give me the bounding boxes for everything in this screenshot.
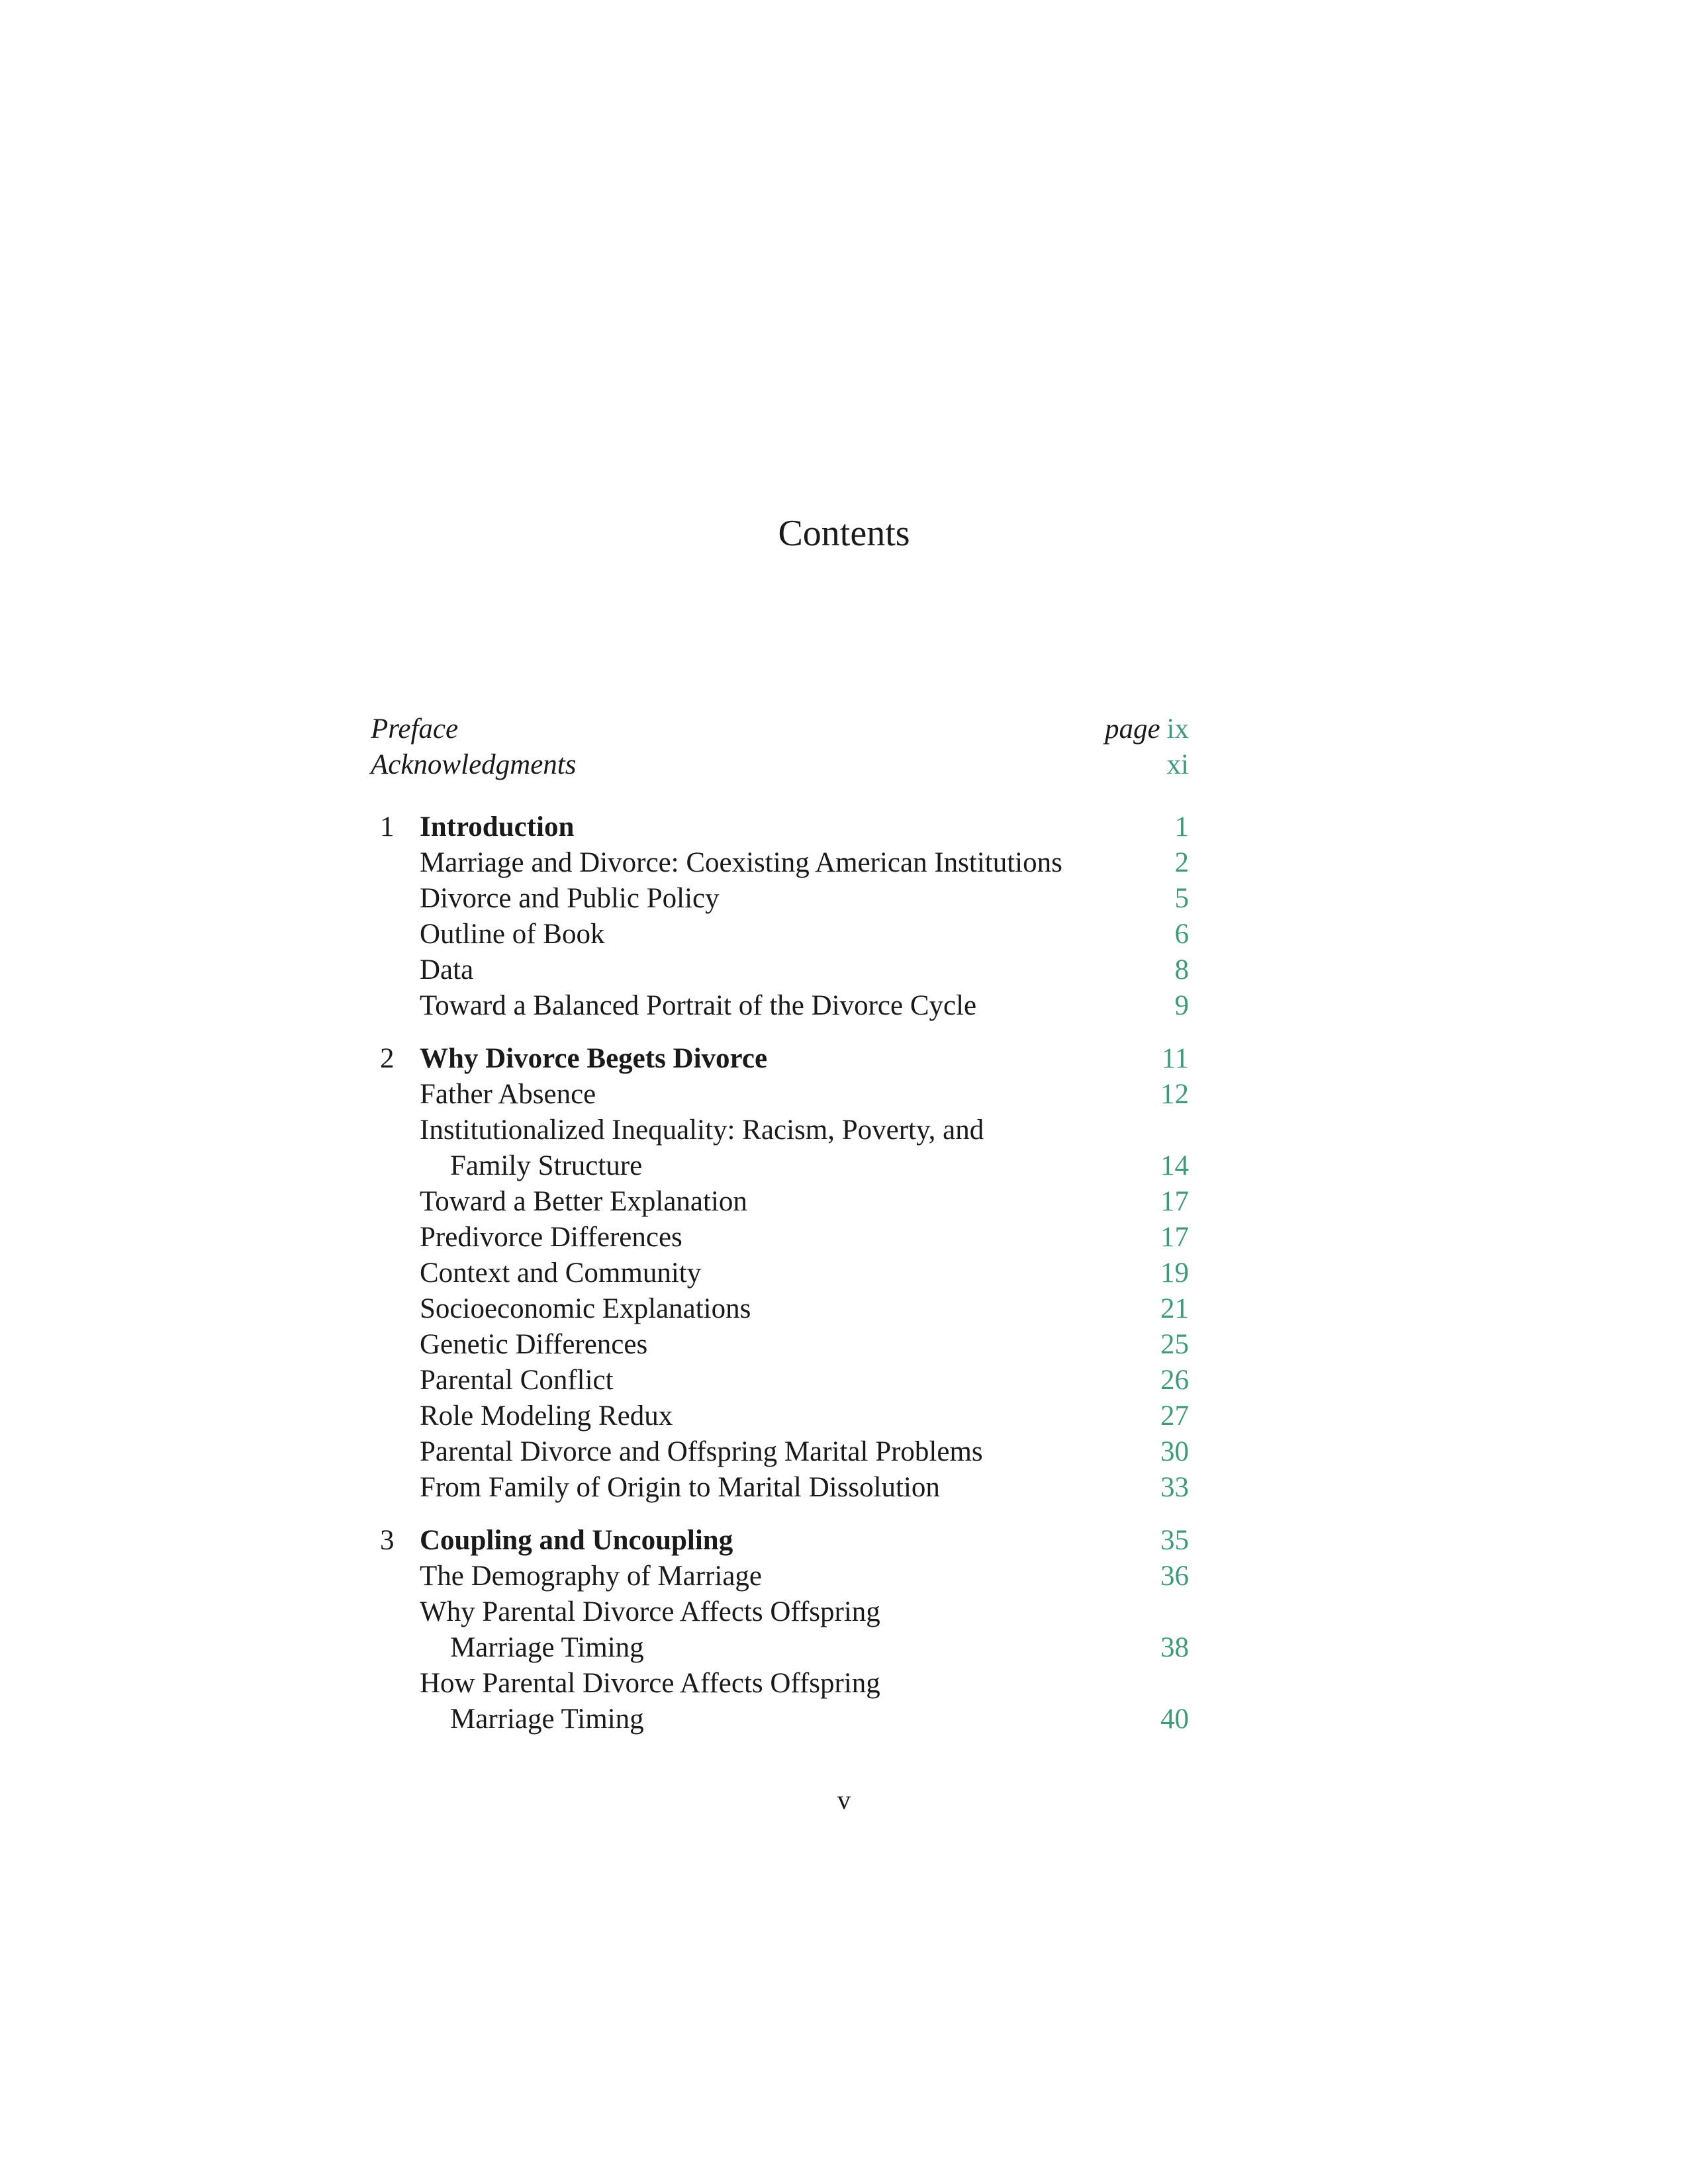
toc-section-label: Parental Divorce and Offspring Marital Problems [420,1436,983,1467]
toc-section[interactable] [368,1255,1189,1291]
toc-section[interactable] [368,1398,1189,1434]
toc-section-label: From Family of Origin to Marital Dissolution [420,1472,940,1503]
toc-page-number: 38 [1160,1632,1189,1663]
toc-section[interactable] [368,917,1189,952]
toc-page-number: 2 [1174,847,1189,878]
toc-page-number: 1 [1174,811,1189,842]
toc-section-label-continued: Marriage Timing [450,1632,644,1663]
chapter-gap [368,1506,1189,1523]
page-word: page [1104,713,1160,745]
toc-page-number: 17 [1160,1186,1189,1217]
toc-section-label: Toward a Balanced Portrait of the Divorce Cycle [420,990,977,1021]
toc-section[interactable] [368,1291,1189,1327]
toc-section-label: Why Parental Divorce Affects Offspring [420,1596,880,1627]
toc-entry-label: Preface [371,713,459,745]
toc-section[interactable] [368,1434,1189,1470]
toc-chapter-3[interactable] [368,1523,1189,1559]
toc-section[interactable] [368,1363,1189,1398]
toc-page-number: 19 [1160,1257,1189,1289]
toc-page-number: 33 [1160,1472,1189,1503]
toc-section[interactable] [368,1559,1189,1594]
toc-page-number: 11 [1161,1043,1189,1074]
toc-section-label-continued: Marriage Timing [450,1704,644,1735]
toc-section-label: Marriage and Divorce: Coexisting American Institutions [420,847,1062,878]
toc-section-label: Institutionalized Inequality: Racism, Poverty, and [420,1115,984,1146]
chapter-list [368,783,1189,1737]
toc-chapter-1[interactable] [368,809,1189,845]
toc-section-label: Toward a Better Explanation [420,1186,747,1217]
toc-section-continuation[interactable] [368,1702,1189,1737]
toc-section-label: Genetic Differences [420,1329,648,1360]
toc-section[interactable] [368,1327,1189,1363]
toc-section[interactable] [368,1666,1189,1702]
chapter-number: 3 [380,1525,395,1556]
toc-page-number: 14 [1160,1150,1189,1181]
chapter-number: 1 [380,811,395,842]
chapter-title: Why Divorce Begets Divorce [420,1043,768,1074]
toc-page-number: 27 [1160,1400,1189,1432]
toc-entry-preface[interactable] [368,711,1189,747]
toc-page-number: 36 [1160,1561,1189,1592]
toc-page-number: 8 [1174,954,1189,985]
toc-section-label: The Demography of Marriage [420,1561,762,1592]
toc-page-number: xi [1166,749,1189,780]
toc-page-number: 5 [1174,883,1189,914]
toc-section-label: Data [420,954,474,985]
toc-page-number: 6 [1174,919,1189,950]
page-title: Contents [778,513,910,554]
toc-page-number: 12 [1160,1079,1189,1110]
chapter-number: 2 [380,1043,395,1074]
toc-section-label: Parental Conflict [420,1365,614,1396]
toc-section[interactable] [368,988,1189,1024]
toc-entry-label: Acknowledgments [371,749,577,780]
toc-section[interactable] [368,881,1189,917]
table-of-contents [368,711,1189,1737]
toc-section-label: Context and Community [420,1257,702,1289]
toc-section-label: Father Absence [420,1079,596,1110]
toc-section-label: Outline of Book [420,919,605,950]
toc-page-number: 25 [1160,1329,1189,1360]
toc-section-continuation[interactable] [368,1630,1189,1666]
toc-section[interactable] [368,845,1189,881]
chapter-title: Coupling and Uncoupling [420,1525,733,1556]
toc-section[interactable] [368,1077,1189,1113]
toc-section-label: How Parental Divorce Affects Offspring [420,1668,880,1699]
toc-page-number: page ix [1104,713,1189,745]
toc-entry-acknowledgments[interactable] [368,747,1189,783]
toc-section-label: Socioeconomic Explanations [420,1293,751,1324]
toc-section[interactable] [368,1594,1189,1630]
toc-section[interactable] [368,1220,1189,1255]
toc-page-number: 30 [1160,1436,1189,1467]
toc-page-number: 21 [1160,1293,1189,1324]
toc-section-label-continued: Family Structure [450,1150,643,1181]
toc-chapter-2[interactable] [368,1041,1189,1077]
toc-page-number: 17 [1160,1222,1189,1253]
toc-page-number: 26 [1160,1365,1189,1396]
toc-section[interactable] [368,1184,1189,1220]
toc-section-label: Divorce and Public Policy [420,883,720,914]
toc-page-number: 40 [1160,1704,1189,1735]
toc-section-label: Predivorce Differences [420,1222,682,1253]
chapter-title: Introduction [420,811,575,842]
toc-page-number: 9 [1174,990,1189,1021]
toc-section-label: Role Modeling Redux [420,1400,673,1432]
toc-page-number: 35 [1160,1525,1189,1556]
toc-section[interactable] [368,1113,1189,1148]
chapter-gap [368,1024,1189,1041]
page-folio: v [837,1785,851,1815]
toc-section-continuation[interactable] [368,1148,1189,1184]
toc-section[interactable] [368,1470,1189,1506]
toc-section[interactable] [368,952,1189,988]
chapter-gap [368,783,1189,809]
